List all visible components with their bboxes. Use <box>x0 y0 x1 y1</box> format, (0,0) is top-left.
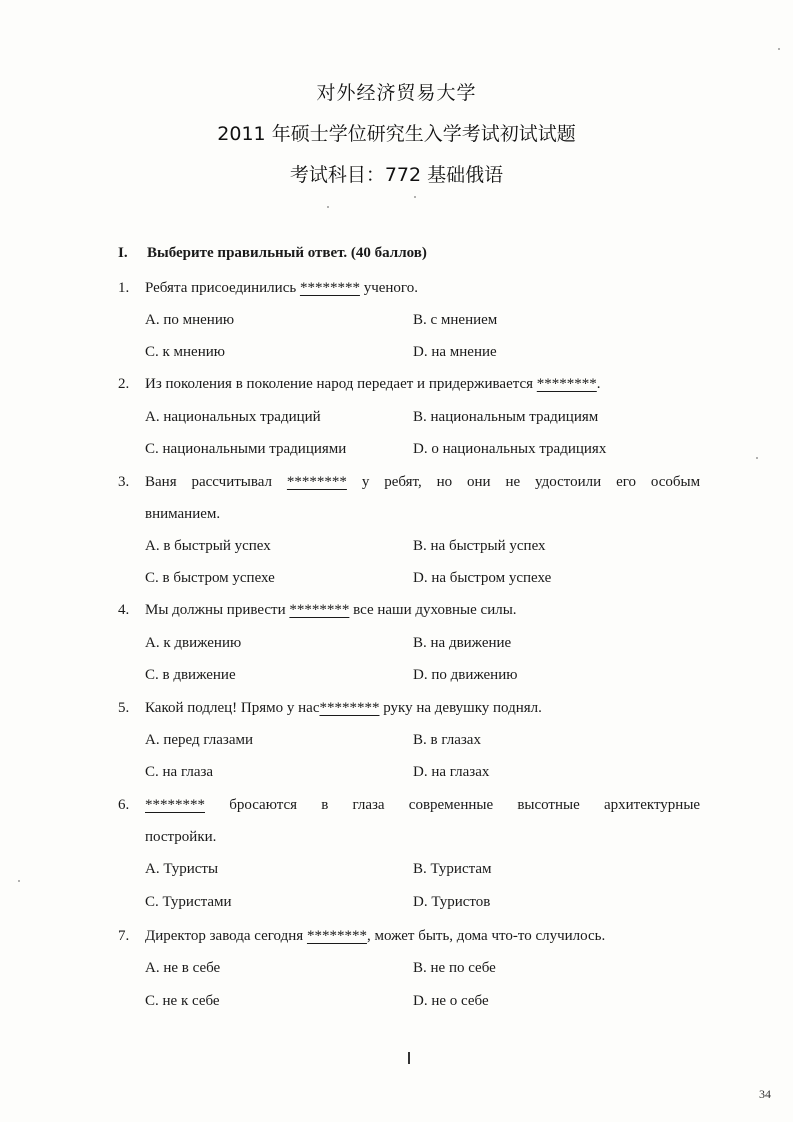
option-d: D. на быстром успехе <box>413 570 552 586</box>
word: бросаются <box>229 797 297 813</box>
answer-blank: ******** <box>306 928 367 944</box>
section-number: I. <box>118 245 128 261</box>
page-number: 34 <box>759 1087 771 1101</box>
question-number: 1. <box>118 280 130 296</box>
word: но <box>436 474 453 490</box>
word: удостоили <box>535 474 602 490</box>
question-text: Из поколения в поколение народ передает и придерживается <box>145 376 537 392</box>
option-b: В. на быстрый успех <box>413 538 546 554</box>
option-d: D. не о себе <box>413 993 489 1009</box>
scan-speck <box>327 206 329 208</box>
scan-speck <box>414 196 416 198</box>
question-3-continuation: вниманием. <box>145 506 221 522</box>
option-c: С. к мнению <box>145 344 225 360</box>
option-c: С. национальными традициями <box>145 441 347 457</box>
option-c: С. на глаза <box>145 764 214 780</box>
option-b: В. на движение <box>413 635 512 651</box>
question-number: 4. <box>118 602 130 618</box>
word: у <box>361 474 370 490</box>
question-text: ученого. <box>359 280 418 296</box>
question-1 <box>118 280 418 297</box>
option-b: В. национальным традициям <box>413 409 599 425</box>
option-a: А. перед глазами <box>145 732 253 748</box>
answer-blank: ******** <box>319 700 380 716</box>
word: в <box>321 797 329 813</box>
answer-blank: ******** <box>299 280 360 296</box>
option-c: С. в движение <box>145 667 236 683</box>
option-a: А. в быстрый успех <box>145 538 271 554</box>
university-title: 对外经济贸易大学 <box>316 82 477 104</box>
word: современные <box>408 797 494 813</box>
scan-speck <box>18 880 20 882</box>
question-number: 5. <box>118 700 130 716</box>
question-3-number: 3. <box>118 474 130 490</box>
question-3 <box>145 474 700 491</box>
word: Ваня <box>145 474 177 490</box>
scan-speck <box>756 457 758 459</box>
word: они <box>467 474 491 490</box>
question-text: руку на девушку поднял. <box>379 700 542 716</box>
section-title: Выберите правильный ответ. (40 баллов) <box>147 245 427 261</box>
word: архитектурные <box>603 797 701 813</box>
option-d: D. Туристов <box>413 894 491 910</box>
exam-subject: 考试科目：772 基础俄语 <box>289 164 504 186</box>
question-text: все наши духовные силы. <box>349 602 517 618</box>
option-d: D. на мнение <box>413 344 497 360</box>
question-text: Какой подлец! Прямо у нас <box>145 700 320 716</box>
word: ребят, <box>384 474 422 490</box>
exam-title: 2011 年硕士学位研究生入学考试初试试题 <box>217 123 576 145</box>
option-a: А. к движению <box>145 635 242 651</box>
question-number: 7. <box>118 928 130 944</box>
scan-speck <box>778 48 780 50</box>
option-b: В. в глазах <box>413 732 481 748</box>
option-a: А. Туристы <box>145 861 219 877</box>
question-text: , может быть, дома что-то случилось. <box>366 928 606 944</box>
option-b: В. не по себе <box>413 960 496 976</box>
question-text: Ребята присоединились <box>145 280 300 296</box>
word: рассчитывал <box>191 474 273 490</box>
answer-blank: ******** <box>289 602 350 618</box>
question-2 <box>118 376 601 393</box>
question-number: 2. <box>118 376 130 392</box>
page-tick-mark <box>408 1052 410 1064</box>
question-4 <box>118 602 517 619</box>
option-a: А. не в себе <box>145 960 221 976</box>
option-c: С. Туристами <box>145 894 232 910</box>
question-6 <box>145 797 700 814</box>
answer-blank: ******** <box>536 376 597 392</box>
word: его <box>616 474 636 490</box>
question-5 <box>118 700 542 717</box>
option-c: С. в быстром успехе <box>145 570 275 586</box>
question-6-number: 6. <box>118 797 130 813</box>
word: высотные <box>517 797 580 813</box>
answer-blank: ******** <box>145 797 205 813</box>
option-c: С. не к себе <box>145 993 220 1009</box>
word: глаза <box>352 797 385 813</box>
option-a: А. по мнению <box>145 312 235 328</box>
option-b: В. с мнением <box>413 312 498 328</box>
option-d: D. на глазах <box>413 764 490 780</box>
question-text: Директор завода сегодня <box>145 928 307 944</box>
word: не <box>505 474 521 490</box>
option-d: D. о национальных традициях <box>413 441 607 457</box>
question-text: . <box>596 376 601 392</box>
question-text: Мы должны привести <box>145 602 290 618</box>
answer-blank: ******** <box>286 474 347 490</box>
option-a: А. национальных традиций <box>145 409 321 425</box>
word: особым <box>650 474 701 490</box>
option-b: В. Туристам <box>413 861 492 877</box>
question-6-continuation: постройки. <box>145 829 217 845</box>
question-7 <box>118 928 605 945</box>
option-d: D. по движению <box>413 667 518 683</box>
section-heading <box>118 245 427 262</box>
